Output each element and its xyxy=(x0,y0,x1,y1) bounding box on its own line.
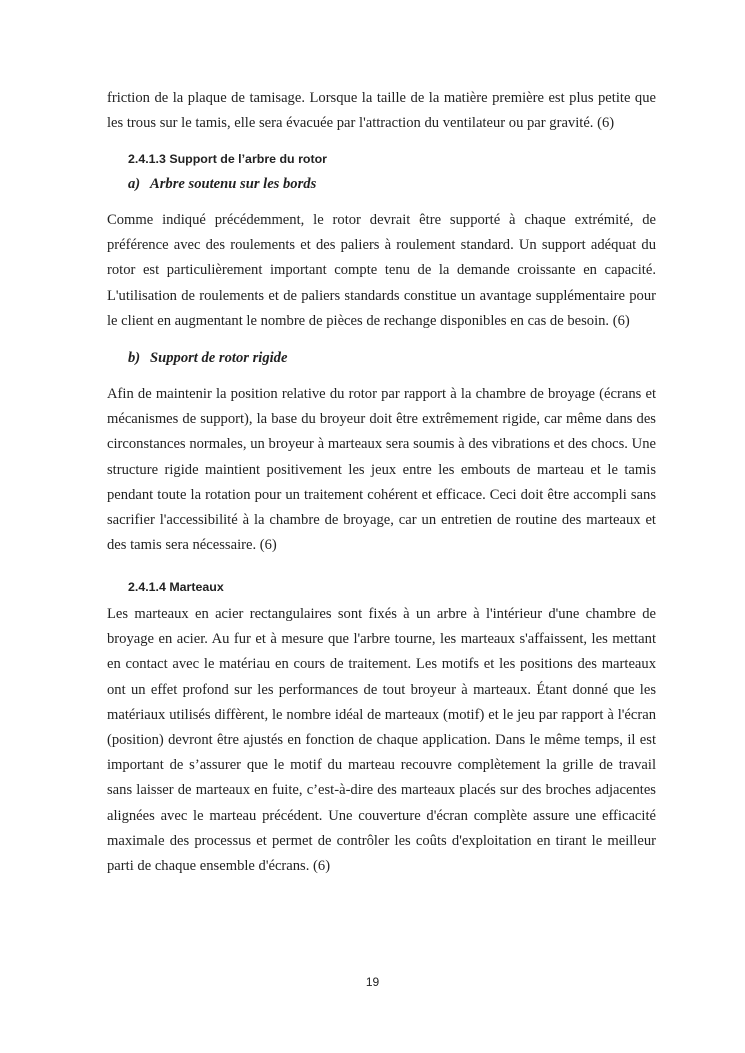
subheading-b xyxy=(128,350,287,367)
section-heading-2414: 2.4.1.4 Marteaux xyxy=(128,580,224,594)
subheading-b-title: Support de rotor rigide xyxy=(150,350,288,366)
subheading-a-title: Arbre soutenu sur les bords xyxy=(150,176,317,192)
paragraph-hammers: Les marteaux en acier rectangulaires sont fixés à un arbre à l'intérieur d'une chambre de broyage en acier. Au fur et à mesure que l'arbre tourne, les marteaux s'affaissent, les mettant en contact avec le matériau en cours de traitement. Les motifs et les positions des marteaux ont un effet profond sur les performances de tout broyeur à marteaux. Étant donné que les matériaux utilisés diffèrent, le nombre idéal de marteaux (motif) et le jeu par rapport à l'écran (position) devront être ajustés en fonction de chaque application. Dans le même temps, il est important de s’assurer que le motif du marteau recouvre complètement la grille de travail sans laisser de marteaux en fuite, c’est-à-dire des marteaux placés sur des broches adjacentes alignées avec le marteau précédent. Une couverture d'écran complète assure une efficacité maximale des processus et permet de contrôler les coûts d'exploitation en tirant le meilleur parti de chaque ensemble d'écrans. (6) xyxy=(107,606,656,875)
paragraph-rigid-support: Afin de maintenir la position relative du rotor par rapport à la chambre de broyage (écrans et mécanismes de support), la base du broyeur doit être extrêmement rigide, car même dans des circonstances normales, un broyeur à marteaux sera soumis à des vibrations et des chocs. Une structure rigide maintient positivement les jeux entre les embouts de marteau et le tamis pendant toute la rotation pour un traitement cohérent et efficace. Ceci doit être accompli sans sacrifier l'accessibilité à la chambre de broyage, car un entretien de routine des marteaux et des tamis sera nécessaire. (6) xyxy=(107,386,656,554)
page-number: 19 xyxy=(365,975,380,989)
paragraph-rotor-support: Comme indiqué précédemment, le rotor devrait être supporté à chaque extrémité, de préférence avec des roulements et des paliers à roulement standard. Un support adéquat du rotor est particulièrement important compte tenu de la demande croissante en capacité. L'utilisation de roulements et de paliers standards constitue un avantage supplémentaire pour le client en augmentant le nombre de pièces de rechange disponibles en cas de besoin. (6) xyxy=(107,212,656,329)
intro-paragraph: friction de la plaque de tamisage. Lorsque la taille de la matière première est plus petite que les trous sur le tamis, elle sera évacuée par l'attraction du ventilateur ou par gravité. (6) xyxy=(107,90,656,132)
subheading-b-marker: b) xyxy=(128,350,141,366)
subheading-a xyxy=(128,176,316,193)
section-heading-2413: 2.4.1.3 Support de l’arbre du rotor xyxy=(128,152,327,166)
subheading-a-marker: a) xyxy=(128,176,141,192)
